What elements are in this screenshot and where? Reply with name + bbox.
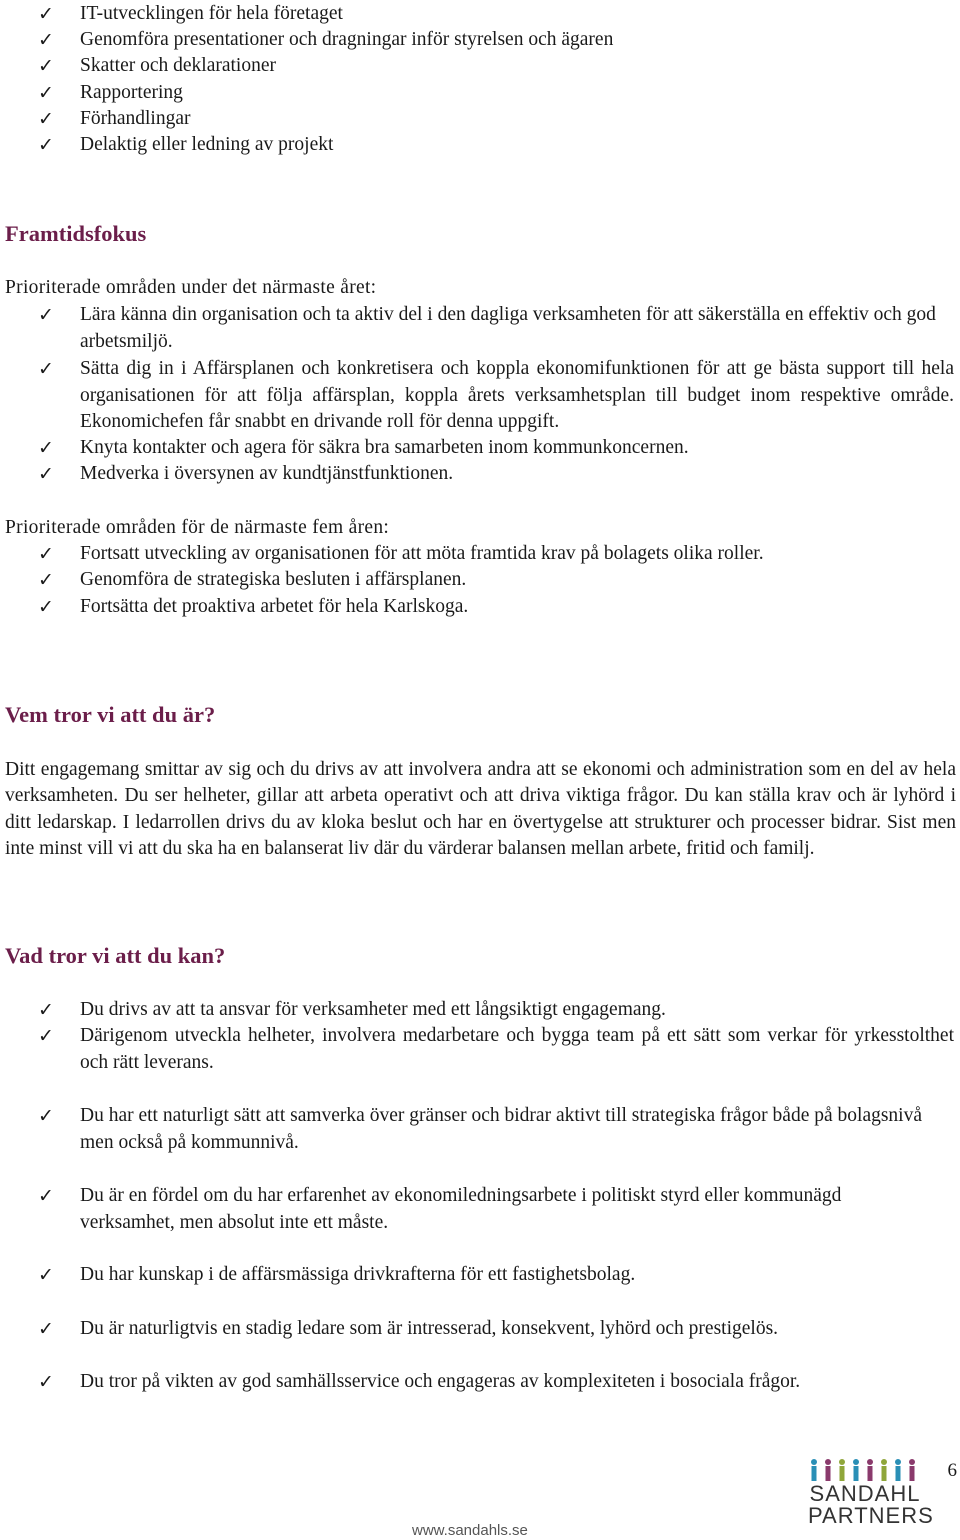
logo-person-head — [895, 1459, 901, 1465]
list-item-text: Därigenom utveckla helheter, involvera medarbetare och bygga team på ett sätt som verkar för yrkesstolthet och rätt leverans. — [80, 1025, 954, 1073]
list-item-text: Du har ett naturligt sätt att samverka över gränser och bidrar aktivt till strategiska frågor både på bolagsnivå men också på kommunnivå. — [80, 1105, 923, 1153]
checkmark-icon: ✓ — [38, 1318, 54, 1340]
checkmark-icon: ✓ — [38, 596, 54, 618]
checkmark-icon: ✓ — [38, 304, 54, 326]
checkmark-icon: ✓ — [38, 999, 54, 1021]
list-item-text: Genomföra de strategiska besluten i affärsplanen. — [80, 569, 467, 590]
logo-person-body — [840, 1466, 845, 1481]
year-priorities-lead: Prioriterade områden under det närmaste året: — [5, 277, 377, 298]
logo-word-partners: PARTNERS — [808, 1503, 934, 1528]
list-item-text: Sätta dig in i Affärsplanen och konkretisera och koppla ekonomifunktionen för att ge bästa support till hela organisationen för att följa affärsplan, koppla årets verksamhetsplan till budget inom respektive område. Ekonomichefen får snabbt en drivande roll för denna uppgift. — [80, 358, 954, 432]
section-heading-vem: Vem tror vi att du är? — [5, 702, 216, 727]
checkmark-icon: ✓ — [38, 1025, 54, 1047]
checkmark-icon: ✓ — [38, 358, 54, 380]
logo-person-body — [812, 1466, 817, 1481]
logo-person-head — [881, 1459, 887, 1465]
list-item-text: Delaktig eller ledning av projekt — [80, 134, 334, 155]
vem-paragraph: Ditt engagemang smittar av sig och du drivs av att involvera andra att se ekonomi och administration som en del av hela verksamheten. Du ser helheter, gillar att arbeta operativt och att driva viktiga frågor. Du kan ställa krav och är lyhörd i ditt ledarskap. I ledarrollen drivs du av kloka beslut och har en övertygelse att strukturer och processer bidrar. Sist men inte minst vill vi att du ska ha en balanserat liv där du värderar balansen mellan arbete, fritid och familj. — [5, 759, 956, 860]
list-item-text: Du drivs av att ta ansvar för verksamheter med ett långsiktigt engagemang. — [80, 999, 666, 1020]
sandahl-partners-logo — [806, 1458, 934, 1530]
logo-person-body — [882, 1466, 887, 1481]
logo-person-head — [839, 1459, 845, 1465]
checkmark-icon: ✓ — [38, 569, 54, 591]
logo-person-body — [868, 1466, 873, 1481]
list-item-text: Genomföra presentationer och dragningar inför styrelsen och ägaren — [80, 29, 614, 50]
logo-person-body — [854, 1466, 859, 1481]
logo-person-head — [825, 1459, 831, 1465]
list-item-text: Förhandlingar — [80, 108, 191, 129]
page-number: 6 — [947, 1460, 957, 1481]
checkmark-icon: ✓ — [38, 463, 54, 485]
checkmark-icon: ✓ — [38, 1264, 54, 1286]
checkmark-icon: ✓ — [38, 543, 54, 565]
list-item-text: Du är naturligtvis en stadig ledare som är intresserad, konsekvent, lyhörd och prestigelös. — [80, 1318, 779, 1339]
list-item-text: Du är en fördel om du har erfarenhet av ekonomiledningsarbete i politiskt styrd eller kommunägd verksamhet, men absolut inte ett måste. — [80, 1185, 842, 1233]
checkmark-icon: ✓ — [38, 1371, 54, 1393]
logo-person-head — [853, 1459, 859, 1465]
logo-person-head — [909, 1459, 915, 1465]
section-heading-vad: Vad tror vi att du kan? — [5, 943, 226, 968]
checkmark-icon: ✓ — [38, 1185, 54, 1207]
list-item-text: Knyta kontakter och agera för säkra bra samarbeten inom kommunkoncernen. — [80, 437, 689, 458]
logo-person-body — [896, 1466, 901, 1481]
section-heading-framtidsfokus: Framtidsfokus — [5, 221, 147, 246]
list-item-text: IT-utvecklingen för hela företaget — [80, 3, 343, 24]
website-url: www.sandahls.se — [412, 1522, 528, 1539]
checkmark-icon: ✓ — [38, 1105, 54, 1127]
five-year-priorities-lead: Prioriterade områden för de närmaste fem åren: — [5, 517, 390, 538]
list-item-text: Rapportering — [80, 82, 183, 103]
list-item-text: Du tror på vikten av god samhällsservice och engageras av komplexiteten i bosociala frågor. — [80, 1371, 801, 1392]
logo-word-sandahl: SANDAHL — [809, 1481, 921, 1506]
list-item-text: Du har kunskap i de affärsmässiga drivkrafterna för ett fastighetsbolag. — [80, 1264, 636, 1285]
logo-person-body — [826, 1466, 831, 1481]
checkmark-icon: ✓ — [38, 134, 54, 156]
logo-person-head — [867, 1459, 873, 1465]
list-item-text: Skatter och deklarationer — [80, 55, 276, 76]
checkmark-icon: ✓ — [38, 437, 54, 459]
checkmark-icon: ✓ — [38, 108, 54, 130]
logo-person-body — [910, 1466, 915, 1481]
list-item-text: Medverka i översynen av kundtjänstfunktionen. — [80, 463, 454, 484]
list-item-text: Lära känna din organisation och ta aktiv del i den dagliga verksamheten för att säkerställa en effektiv och god arbetsmiljö. — [80, 304, 936, 352]
list-item-text: Fortsatt utveckling av organisationen för att möta framtida krav på bolagets olika roller. — [80, 543, 764, 564]
list-item-text: Fortsätta det proaktiva arbetet för hela Karlskoga. — [80, 596, 469, 617]
checkmark-icon: ✓ — [38, 55, 54, 77]
checkmark-icon: ✓ — [38, 29, 54, 51]
people-row-icon — [806, 1458, 924, 1482]
logo-person-head — [811, 1459, 817, 1465]
checkmark-icon: ✓ — [38, 3, 54, 25]
checkmark-icon: ✓ — [38, 82, 54, 104]
